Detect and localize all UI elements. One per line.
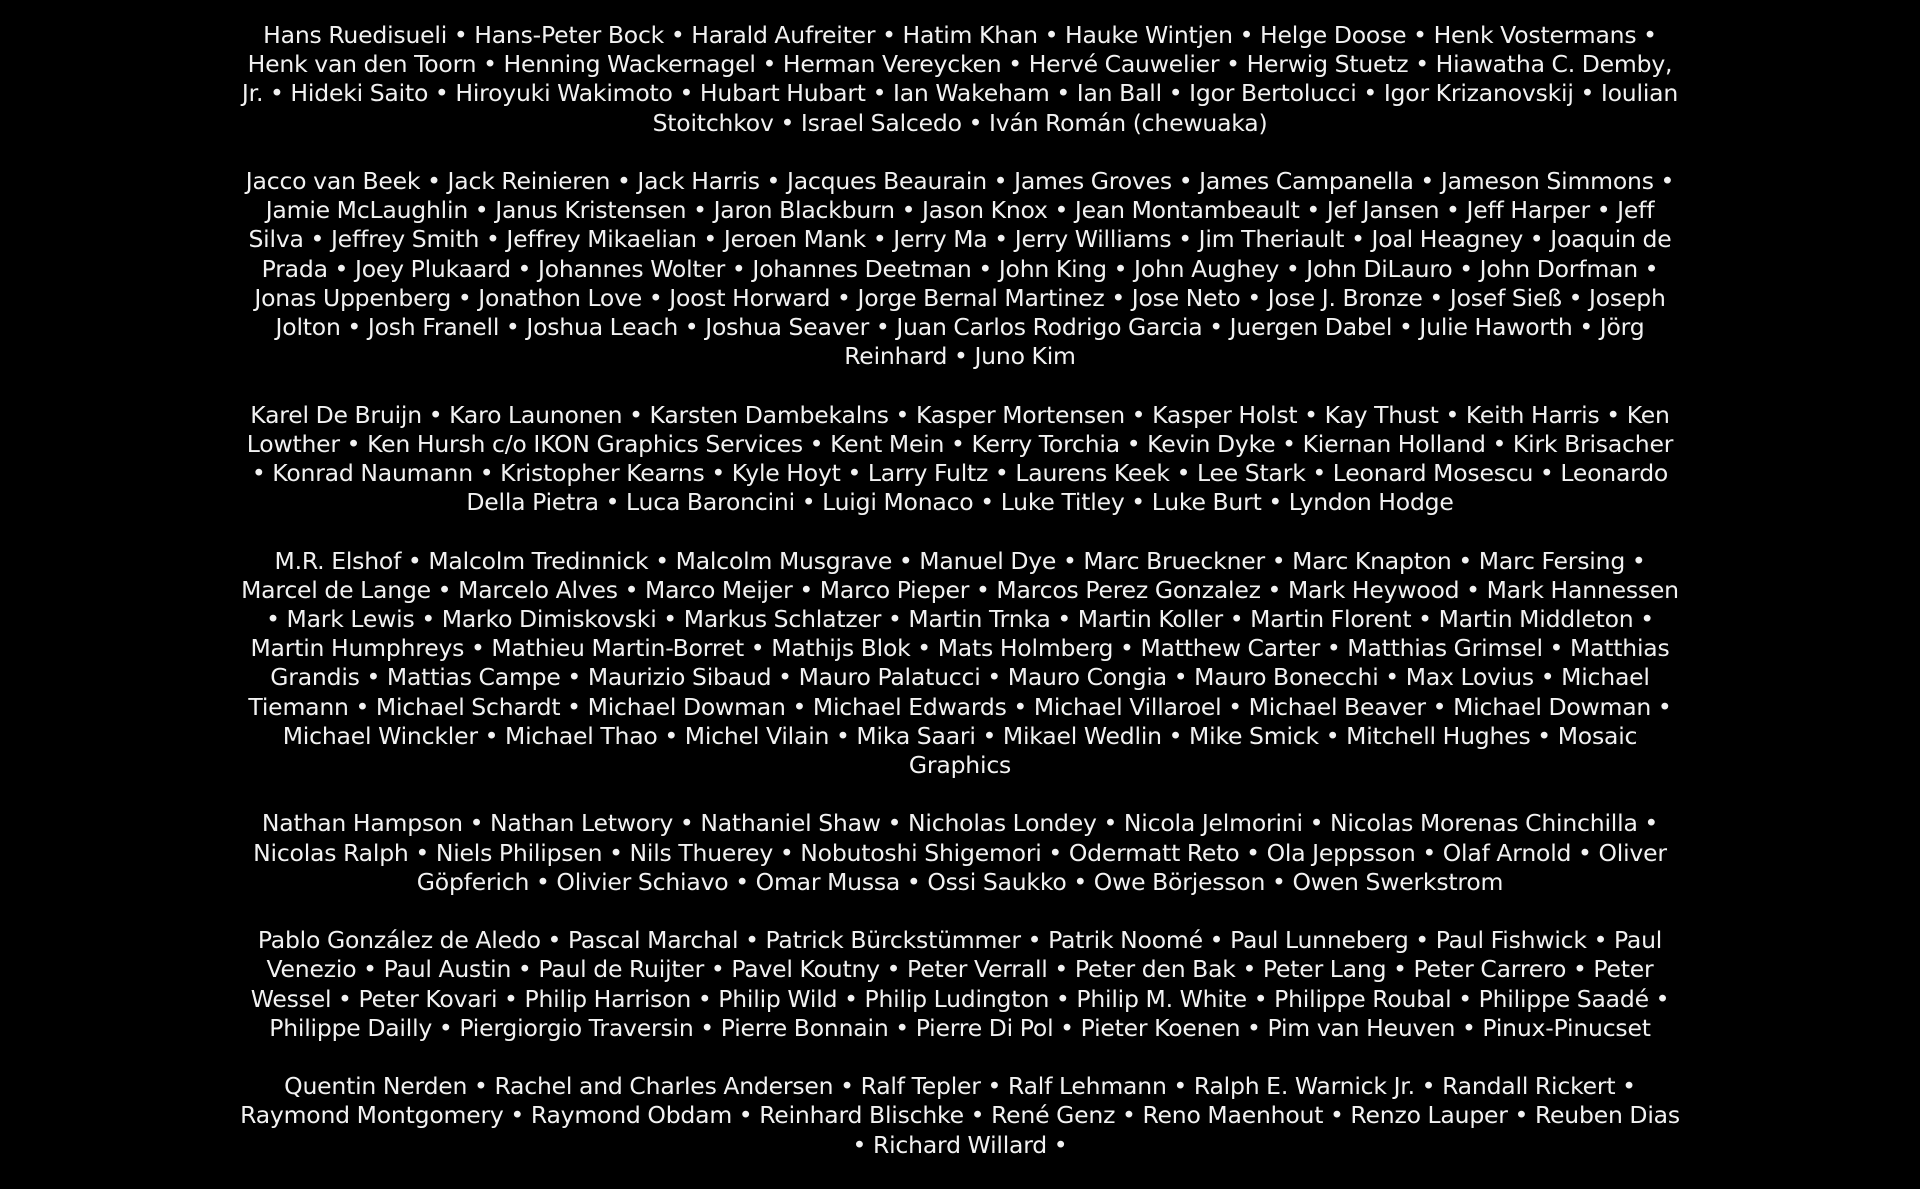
credits-list — [238, 21, 1682, 1189]
credit-block-h-i: Hans Ruedisueli • Hans-Peter Bock • Harald Aufreiter • Hatim Khan • Hauke Wintjen • Helge Doose • Henk Vostermans • Henk van den Toorn • Henning Wackernagel • Herman Vereycken • Hervé Cauwelier • Herwig Stuetz • Hiawatha C. Demby, Jr. • Hideki Saito • Hiroyuki Wakimoto • Hubart Hubart • Ian Wakeham • Ian Ball • Igor Bertolucci • Igor Krizanovskij • Ioulian Stoitchkov • Israel Salcedo • Iván Román (chewuaka) — [241, 21, 1679, 137]
credit-block-k-l: Karel De Bruijn • Karo Launonen • Karsten Dambekalns • Kasper Mortensen • Kasper Holst • Kay Thust • Keith Harris • Ken Lowther • Ken Hursh c/o IKON Graphics Services • Kent Mein • Kerry Torchia • Kevin Dyke • Kiernan Holland • Kirk Brisacher • Konrad Naumann • Kristopher Kearns • Kyle Hoyt • Larry Fultz • Laurens Keek • Lee Stark • Leonard Mosescu • Leonardo Della Pietra • Luca Baroncini • Luigi Monaco • Luke Titley • Luke Burt • Lyndon Hodge — [246, 400, 1674, 517]
credit-block-j: Jacco van Beek • Jack Reinieren • Jack Harris • Jacques Beaurain • James Groves • James Campanella • Jameson Simmons • Jamie McLaughlin • Janus Kristensen • Jaron Blackburn • Jason Knox • Jean Montambeault • Jef Jansen • Jeff Harper • Jeff Silva • Jeffrey Smith • Jeffrey Mikaelian • Jeroen Mank • Jerry Ma • Jerry Williams • Jim Theriault • Joal Heagney • Joaquin de Prada • Joey Plukaard • Johannes Wolter • Johannes Deetman • John King • John Aughey • John DiLauro • John Dorfman • Jonas Uppenberg • Jonathon Love • Joost Horward • Jorge Bernal Martinez • Jose Neto • Jose J. Bronze • Josef Sieß • Joseph Jolton • Josh Franell • Joshua Leach • Joshua Seaver • Juan Carlos Rodrigo Garcia • Juergen Dabel • Julie Haworth • Jörg Reinhard • Juno Kim — [245, 167, 1675, 371]
credit-block-m: M.R. Elshof • Malcolm Tredinnick • Malcolm Musgrave • Manuel Dye • Marc Brueckner • Marc Knapton • Marc Fersing • Marcel de Lange • Marcelo Alves • Marco Meijer • Marco Pieper • Marcos Perez Gonzalez • Mark Heywood • Mark Hannessen • Mark Lewis • Marko Dimiskovski • Markus Schlatzer • Martin Trnka • Martin Koller • Martin Florent • Martin Middleton • Martin Humphreys • Mathieu Martin-Borret • Mathijs Blok • Mats Holmberg • Matthew Carter • Matthias Grimsel • Matthias Grandis • Mattias Campe • Maurizio Sibaud • Mauro Palatucci • Mauro Congia • Mauro Bonecchi • Max Lovius • Michael Tiemann • Michael Schardt • Michael Dowman • Michael Edwards • Michael Villaroel • Michael Beaver • Michael Dowman • Michael Winckler • Michael Thao • Michel Vilain • Mika Saari • Mikael Wedlin • Mike Smick • Mitchell Hughes • Mosaic Graphics — [241, 546, 1679, 780]
credit-block-n-o: Nathan Hampson • Nathan Letwory • Nathaniel Shaw • Nicholas Londey • Nicola Jelmorini • Nicolas Morenas Chinchilla • Nicolas Ralph • Niels Philipsen • Nils Thuerey • Nobutoshi Shigemori • Odermatt Reto • Ola Jeppsson • Olaf Arnold • Oliver Göpferich • Olivier Schiavo • Omar Mussa • Ossi Saukko • Owe Börjesson • Owen Swerkstrom — [253, 809, 1667, 896]
credit-block-q-r: Quentin Nerden • Rachel and Charles Andersen • Ralf Tepler • Ralf Lehmann • Ralph E. Warnick Jr. • Randall Rickert • Raymond Montgomery • Raymond Obdam • Reinhard Blischke • René Genz • Reno Maenhout • Renzo Lauper • Reuben Dias • Richard Willard • — [240, 1072, 1680, 1159]
credit-block-p: Pablo González de Aledo • Pascal Marchal • Patrick Bürckstümmer • Patrik Noomé • Paul Lunneberg • Paul Fishwick • Paul Venezio • Paul Austin • Paul de Ruijter • Pavel Koutny • Peter Verrall • Peter den Bak • Peter Lang • Peter Carrero • Peter Wessel • Peter Kovari • Philip Harrison • Philip Wild • Philip Ludington • Philip M. White • Philippe Roubal • Philippe Saadé • Philippe Dailly • Piergiorgio Traversin • Pierre Bonnain • Pierre Di Pol • Pieter Koenen • Pim van Heuven • Pinux-Pinucset — [250, 926, 1670, 1042]
